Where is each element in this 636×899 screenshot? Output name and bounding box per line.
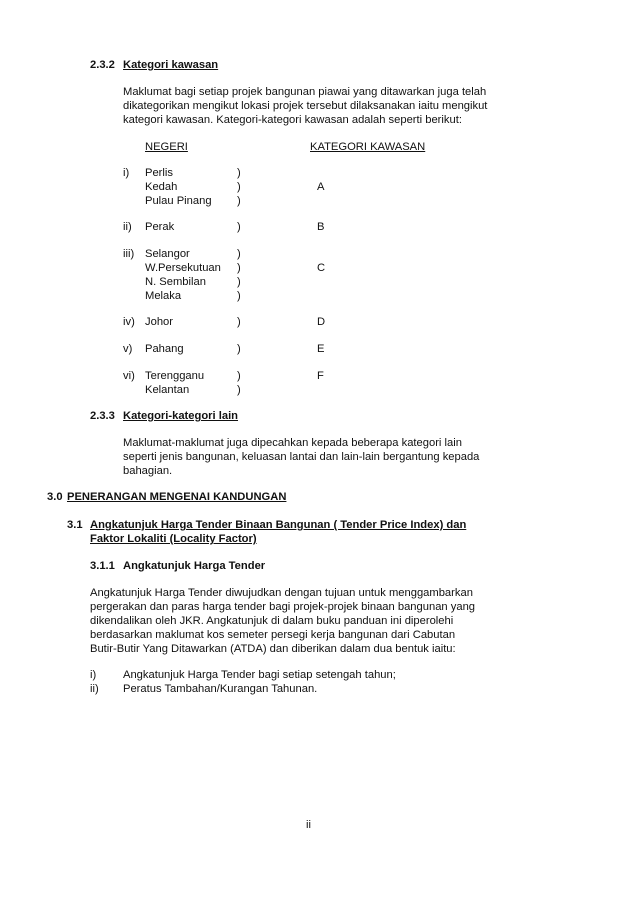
paragraph-line: kategori kawasan. Kategori-kategori kawasan adalah seperti berikut:: [123, 114, 462, 126]
bracket: ): [237, 384, 241, 396]
state-name: Melaka: [145, 290, 182, 302]
state-name: Pulau Pinang: [145, 195, 212, 207]
state-name: Johor: [145, 316, 173, 328]
state-name: Selangor: [145, 248, 190, 260]
group-number: i): [123, 167, 130, 179]
section-number: 3.1: [67, 519, 83, 531]
group-number: iv): [123, 316, 135, 328]
group-number: ii): [123, 221, 132, 233]
state-name: Kelantan: [145, 384, 190, 396]
section-heading-continued: Faktor Lokaliti (Locality Factor): [90, 533, 257, 545]
page-number: ii: [306, 819, 311, 831]
category-letter: E: [317, 343, 325, 355]
list-number: i): [90, 669, 97, 681]
bracket: ): [237, 276, 241, 288]
column-header-state: NEGERI: [145, 141, 188, 153]
column-header-category: KATEGORI KAWASAN: [310, 141, 426, 153]
paragraph-line: Angkatunjuk Harga Tender diwujudkan dengan tujuan untuk menggambarkan: [90, 587, 473, 599]
section-number: 2.3.2: [90, 59, 115, 71]
bracket: ): [237, 316, 241, 328]
paragraph: [123, 436, 479, 478]
bracket: ): [237, 167, 241, 179]
paragraph-line: berdasarkan maklumat kos semeter persegi kerja bangunan dari Cabutan: [90, 629, 456, 641]
bracket: ): [237, 262, 241, 274]
state-name: Perlis: [145, 167, 173, 179]
category-letter: C: [317, 262, 326, 274]
bracket: ): [237, 195, 241, 207]
category-letter: A: [317, 181, 325, 193]
bracket: ): [237, 248, 241, 260]
section-number: 3.0: [47, 491, 63, 503]
group-number: v): [123, 343, 133, 355]
bracket: ): [237, 181, 241, 193]
paragraph-line: seperti jenis bangunan, keluasan lantai dan lain-lain bergantung kepada: [123, 451, 480, 463]
section-number: 3.1.1: [90, 560, 115, 572]
list-number: ii): [90, 683, 99, 695]
state-name: Terengganu: [145, 370, 205, 382]
paragraph-line: dikendalikan oleh JKR. Angkatunjuk di dalam buku panduan ini diperolehi: [90, 615, 454, 627]
section-heading: Kategori-kategori lain: [123, 410, 239, 422]
bracket: ): [237, 221, 241, 233]
paragraph-line: Maklumat bagi setiap projek bangunan piawai yang ditawarkan juga telah: [123, 86, 487, 98]
section-number: 2.3.3: [90, 410, 115, 422]
bracket: ): [237, 343, 241, 355]
list-item: Angkatunjuk Harga Tender bagi setiap setengah tahun;: [123, 669, 396, 681]
section-heading: Angkatunjuk Harga Tender Binaan Bangunan ( Tender Price Index) dan: [90, 519, 467, 531]
section-heading: PENERANGAN MENGENAI KANDUNGAN: [67, 491, 287, 503]
paragraph-line: dikategorikan mengikut lokasi projek tersebut dilaksanakan iaitu mengikut: [123, 100, 488, 112]
state-name: N. Sembilan: [145, 276, 206, 288]
paragraph-line: Butir-Butir Yang Ditawarkan (ATDA) dan diberikan dalam dua bentuk iaitu:: [90, 643, 456, 655]
paragraph-line: pergerakan dan paras harga tender bagi projek-projek binaan bangunan yang: [90, 601, 476, 613]
list-item: Peratus Tambahan/Kurangan Tahunan.: [123, 683, 318, 695]
state-name: Kedah: [145, 181, 178, 193]
section-heading: Angkatunjuk Harga Tender: [123, 560, 266, 572]
category-letter: B: [317, 221, 325, 233]
state-name: Perak: [145, 221, 175, 233]
section-heading: Kategori kawasan: [123, 59, 219, 71]
state-name: W.Persekutuan: [145, 262, 221, 274]
bracket: ): [237, 290, 241, 302]
paragraph: [90, 586, 475, 656]
paragraph-line: Maklumat-maklumat juga dipecahkan kepada beberapa kategori lain: [123, 437, 462, 449]
paragraph-line: bahagian.: [123, 465, 173, 477]
paragraph: [123, 85, 487, 127]
bracket: ): [237, 370, 241, 382]
group-number: iii): [123, 248, 135, 260]
state-name: Pahang: [145, 343, 184, 355]
category-letter: F: [317, 370, 324, 382]
category-letter: D: [317, 316, 326, 328]
group-number: vi): [123, 370, 135, 382]
